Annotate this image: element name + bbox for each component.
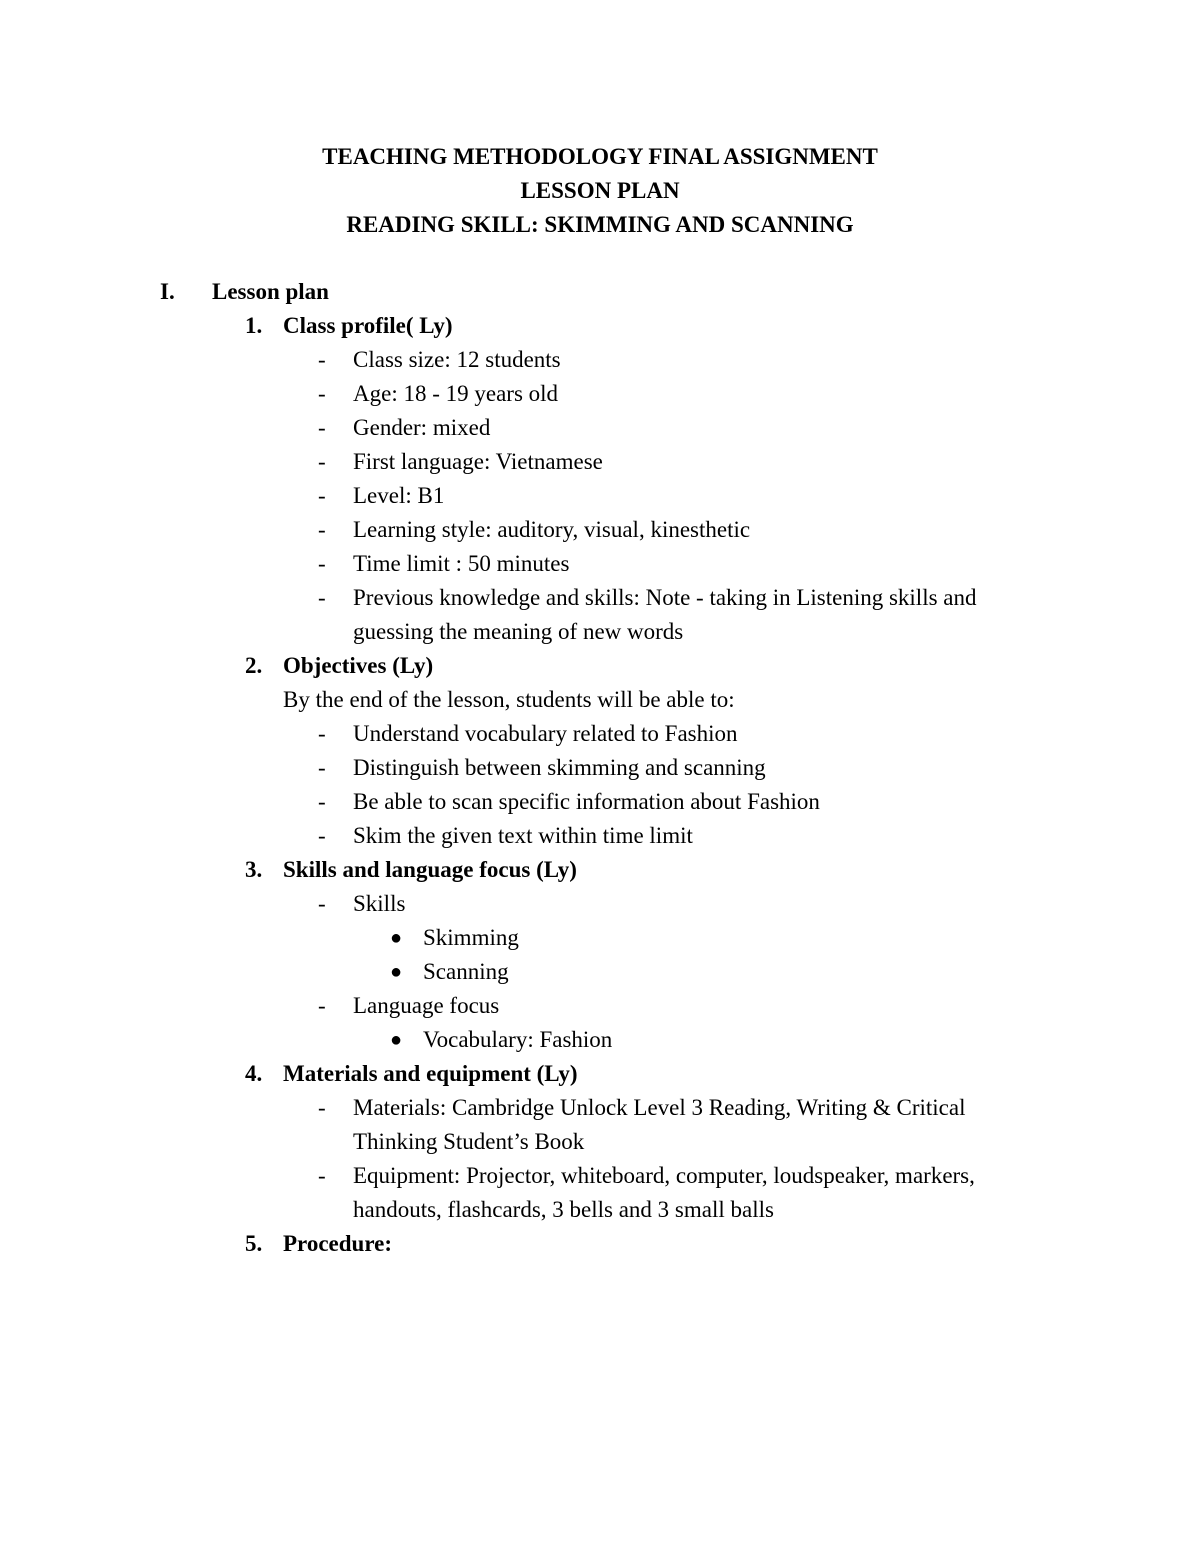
list-item — [0, 887, 1200, 921]
item-text: Be able to scan specific information about Fashion — [353, 789, 820, 814]
bullet-icon: ● — [390, 961, 403, 983]
item-text: Thinking Student’s Book — [353, 1129, 585, 1154]
list-number: 2. — [245, 653, 263, 678]
item-text: Language focus — [353, 993, 500, 1018]
dash-marker: - — [318, 823, 326, 848]
dash-marker: - — [318, 517, 326, 542]
dash-marker: - — [318, 483, 326, 508]
list-item — [0, 1159, 1200, 1193]
list-item — [0, 751, 1200, 785]
heading-text: Materials and equipment (Ly) — [283, 1061, 578, 1086]
list-item — [0, 411, 1200, 445]
list-item — [0, 1091, 1200, 1125]
list-item — [0, 785, 1200, 819]
list-number: 3. — [245, 857, 263, 882]
item-text: Scanning — [423, 959, 509, 984]
list-item — [0, 513, 1200, 547]
materials-heading — [0, 1057, 1200, 1091]
assignment-title: TEACHING METHODOLOGY FINAL ASSIGNMENT — [322, 144, 878, 169]
section-title: Lesson plan — [212, 279, 329, 304]
dash-marker: - — [318, 449, 326, 474]
intro-text: By the end of the lesson, students will be able to: — [283, 687, 735, 712]
objectives-heading — [0, 649, 1200, 683]
bullet-icon: ● — [390, 927, 403, 949]
item-text: Time limit : 50 minutes — [353, 551, 570, 576]
lesson-plan-title: LESSON PLAN — [520, 178, 680, 203]
bullet-item — [0, 955, 1200, 989]
dash-marker: - — [318, 347, 326, 372]
document-body — [0, 275, 1200, 1261]
bullet-icon: ● — [390, 1029, 403, 1051]
bullet-item — [0, 1023, 1200, 1057]
list-item — [0, 343, 1200, 377]
item-text: Level: B1 — [353, 483, 445, 508]
heading-text: Objectives (Ly) — [283, 653, 434, 678]
item-text: Vocabulary: Fashion — [423, 1027, 613, 1052]
heading-text: Procedure: — [283, 1231, 393, 1256]
dash-marker: - — [318, 1163, 326, 1188]
item-text: handouts, flashcards, 3 bells and 3 small balls — [353, 1197, 774, 1222]
item-text: Skim the given text within time limit — [353, 823, 693, 848]
dash-marker: - — [318, 415, 326, 440]
dash-marker: - — [318, 381, 326, 406]
heading-text: Skills and language focus (Ly) — [283, 857, 577, 882]
list-item — [0, 989, 1200, 1023]
section-marker: I. — [160, 279, 175, 304]
item-text: Equipment: Projector, whiteboard, computer, loudspeaker, markers, — [353, 1163, 975, 1188]
item-text: Previous knowledge and skills: Note - taking in Listening skills and — [353, 585, 977, 610]
list-item — [0, 717, 1200, 751]
list-item — [0, 581, 1200, 615]
list-item-continuation — [0, 615, 1200, 649]
list-item — [0, 479, 1200, 513]
item-text: Distinguish between skimming and scanning — [353, 755, 766, 780]
item-text: Understand vocabulary related to Fashion — [353, 721, 738, 746]
list-item-continuation — [0, 1193, 1200, 1227]
dash-marker: - — [318, 789, 326, 814]
list-item — [0, 547, 1200, 581]
list-item — [0, 819, 1200, 853]
item-text: Skimming — [423, 925, 519, 950]
item-text: Materials: Cambridge Unlock Level 3 Reading, Writing & Critical — [353, 1095, 966, 1120]
list-number: 5. — [245, 1231, 263, 1256]
objectives-intro — [0, 683, 1200, 717]
item-text: First language: Vietnamese — [353, 449, 603, 474]
item-text: Gender: mixed — [353, 415, 491, 440]
item-text: Learning style: auditory, visual, kinesthetic — [353, 517, 751, 542]
list-number: 1. — [245, 313, 263, 338]
list-item — [0, 377, 1200, 411]
dash-marker: - — [318, 551, 326, 576]
dash-marker: - — [318, 585, 326, 610]
item-text: guessing the meaning of new words — [353, 619, 684, 644]
document-titles — [0, 140, 1200, 242]
class-profile-heading — [0, 309, 1200, 343]
list-item — [0, 445, 1200, 479]
section-heading — [0, 275, 1200, 309]
item-text: Class size: 12 students — [353, 347, 561, 372]
bullet-item — [0, 921, 1200, 955]
reading-skill-title: READING SKILL: SKIMMING AND SCANNING — [346, 212, 854, 237]
item-text: Age: 18 - 19 years old — [353, 381, 559, 406]
list-item-continuation — [0, 1125, 1200, 1159]
dash-marker: - — [318, 721, 326, 746]
dash-marker: - — [318, 755, 326, 780]
heading-text: Class profile( Ly) — [283, 313, 453, 338]
list-number: 4. — [245, 1061, 263, 1086]
dash-marker: - — [318, 891, 326, 916]
item-text: Skills — [353, 891, 406, 916]
dash-marker: - — [318, 1095, 326, 1120]
skills-focus-heading — [0, 853, 1200, 887]
procedure-heading — [0, 1227, 1200, 1261]
dash-marker: - — [318, 993, 326, 1018]
